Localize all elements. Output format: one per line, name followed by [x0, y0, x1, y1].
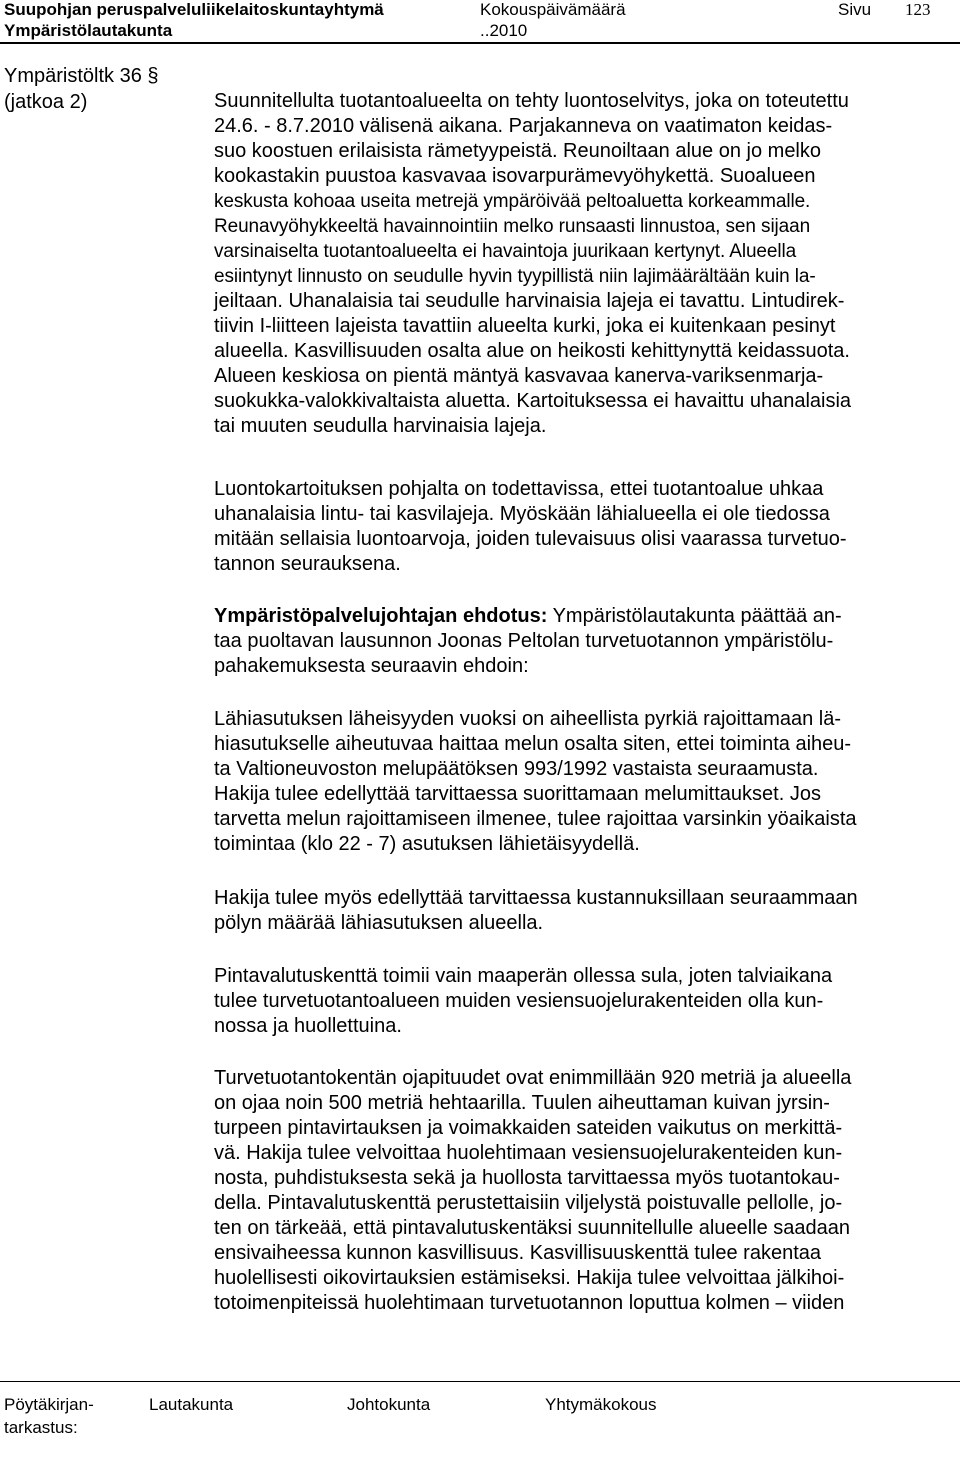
- text-line: kookastakin puustoa kasvavaa isovarpurämevyöhykettä. Suoalueen: [214, 165, 816, 187]
- text-line: esiintynyt linnusto on seudulle hyvin tyypillistä niin lajimäärältään kuin la-: [214, 266, 816, 287]
- paragraph-ditches: [214, 1066, 934, 1316]
- text-line: tai muuten seudulla harvinaisia lajeja.: [214, 415, 547, 437]
- text-line: tulee turvetuotantoalueen muiden vesiensuojelurakenteiden olla kun-: [214, 990, 824, 1012]
- text-line: [214, 604, 934, 629]
- continuation-note: (jatkoa 2): [4, 91, 88, 113]
- text-line: Alueen keskiosa on pientä mäntyä kasvavaa kanerva-variksenmarja-: [214, 365, 824, 387]
- text-line: Luontokartoituksen pohjalta on todettavissa, ettei tuotantoalue uhkaa: [214, 478, 824, 500]
- text-line: toimintaa (klo 22 - 7) asutuksen lähietäisyydellä.: [214, 833, 640, 855]
- minutes-check-label-1: Pöytäkirjan-: [4, 1395, 94, 1414]
- text-line: Reunavyöhykkeeltä havainnointiin melko runsaasti linnustoa, sen sijaan: [214, 216, 811, 237]
- text-line: Hakija tulee edellyttää tarvittaessa suorittamaan melumittaukset. Jos: [214, 783, 821, 805]
- text-line: Turvetuotantokentän ojapituudet ovat enimmillään 920 metriä ja alueella: [214, 1067, 852, 1089]
- text-line: ten on tärkeää, että pintavalutuskentäksi suunnitellulle alueelle saadaan: [214, 1217, 850, 1239]
- meeting-date-value: ..2010: [480, 21, 528, 40]
- text-line: Pintavalutuskenttä toimii vain maaperän ollessa sula, joten talviaikana: [214, 965, 833, 987]
- text-line: turpeen pintavirtauksen ja voimakkaiden sateiden vaikutus on merkittä-: [214, 1117, 843, 1139]
- text-line: alueella. Kasvillisuuden osalta alue on heikosti kehittynyttä keidassuota.: [214, 340, 850, 362]
- text-line: uhanalaisia lintu- tai kasvilajeja. Myöskään lähialueella ei ole tiedossa: [214, 503, 830, 525]
- text-line: pölyn määrää lähiasutuksen alueella.: [214, 912, 544, 934]
- text-line: vä. Hakija tulee velvoittaa huolehtimaan vesiensuojelurakenteiden kun-: [214, 1142, 843, 1164]
- text-line: Lähiasutuksen läheisyyden vuoksi on aiheellista pyrkiä rajoittamaan lä-: [214, 708, 842, 730]
- text-line: tannon seurauksena.: [214, 553, 401, 575]
- proposal-text: Ympäristölautakunta päättää an-: [547, 605, 842, 627]
- paragraph-dust: [214, 886, 934, 936]
- footer-directors-column: Johtokunta: [347, 1395, 431, 1414]
- proposal-lead: Ympäristöpalvelujohtajan ehdotus:: [214, 605, 548, 627]
- organization-name: Suupohjan peruspalveluliikelaitoskuntayhtymä: [4, 0, 384, 19]
- text-line: jeiltaan. Uhanalaisia tai seudulle harvinaisia lajeja ei tavattu. Lintudirek-: [214, 290, 845, 312]
- board-name: Ympäristölautakunta: [4, 21, 173, 40]
- text-line: keskusta kohoaa useita metrejä ympäröivää peltoaluetta korkeammalle.: [214, 191, 811, 212]
- section-heading: Ympäristöltk 36 §: [4, 65, 159, 87]
- footer-assembly-column: Yhtymäkokous: [545, 1395, 657, 1414]
- text-line: hiasutukselle aiheutuvaa haittaa melun osalta siten, ettei toiminta aiheu-: [214, 733, 852, 755]
- text-line: pahakemuksesta seuraavin ehdoin:: [214, 655, 529, 677]
- footer-rule: [0, 1381, 960, 1382]
- text-line: taa puoltavan lausunnon Joonas Peltolan turvetuotannon ympäristölu-: [214, 630, 834, 652]
- text-line: Suunnitellulta tuotantoalueelta on tehty luontoselvitys, joka on toteutettu: [214, 90, 849, 112]
- minutes-check-label-2: tarkastus:: [4, 1418, 78, 1437]
- text-line: totoimenpiteissä huolehtimaan turvetuotannon loputtua kolmen – viiden: [214, 1292, 845, 1314]
- footer-board-column: Lautakunta: [149, 1395, 234, 1414]
- text-line: Hakija tulee myös edellyttää tarvittaessa kustannuksillaan seuraammaan: [214, 887, 858, 909]
- text-line: nossa ja huollettuina.: [214, 1015, 402, 1037]
- paragraph-runoff-field: [214, 964, 934, 1039]
- text-line: suo koostuen erilaisista rämetyypeistä. Reunoiltaan alue on jo melko: [214, 140, 822, 162]
- text-line: varsinaiselta tuotantoalueelta ei havaintoja juurikaan kertynyt. Alueella: [214, 241, 797, 262]
- text-line: tarvetta melun rajoittamiseen ilmenee, tulee rajoittaa varsinkin yöaikaista: [214, 808, 857, 830]
- text-line: 24.6. - 8.7.2010 välisenä aikana. Parjakanneva on vaatimaton keidas-: [214, 115, 833, 137]
- paragraph-nature-survey: [214, 89, 934, 439]
- text-line: ta Valtioneuvoston melupäätöksen 993/1992 vastaista seuraamusta.: [214, 758, 819, 780]
- paragraph-noise: [214, 707, 934, 857]
- text-line: nosta, puhdistuksesta sekä ja huollosta tarvittaessa myös tuotantokau-: [214, 1167, 840, 1189]
- paragraph-conclusion: [214, 477, 934, 577]
- text-line: della. Pintavalutuskenttä perustettaisiin viljelystä poistuvalle pellolle, jo-: [214, 1192, 843, 1214]
- text-line: suokukka-valokkivaltaista aluetta. Kartoituksessa ei havaittu uhanalaisia: [214, 390, 852, 412]
- header-rule: [0, 42, 960, 44]
- text-line: ensivaiheessa kunnon kasvillisuus. Kasvillisuuskenttä tulee rakentaa: [214, 1242, 822, 1264]
- text-line: mitään sellaisia luontoarvoja, joiden tulevaisuus olisi vaarassa turvetuo-: [214, 528, 847, 550]
- page-number: 123: [905, 0, 931, 19]
- paragraph-proposal: [214, 604, 934, 679]
- page-header: [0, 0, 960, 44]
- meeting-date-label: Kokouspäivämäärä: [480, 0, 626, 19]
- page-label: Sivu: [838, 0, 872, 19]
- text-line: tiivin I-liitteen lajeista tavattiin alueelta kurki, joka ei kuitenkaan pesinyt: [214, 315, 836, 337]
- text-line: on ojaa noin 500 metriä hehtaarilla. Tuulen aiheuttaman kuivan jyrsin-: [214, 1092, 830, 1114]
- text-line: huolellisesti oikovirtauksien estämiseksi. Hakija tulee velvoittaa jälkihoi-: [214, 1267, 845, 1289]
